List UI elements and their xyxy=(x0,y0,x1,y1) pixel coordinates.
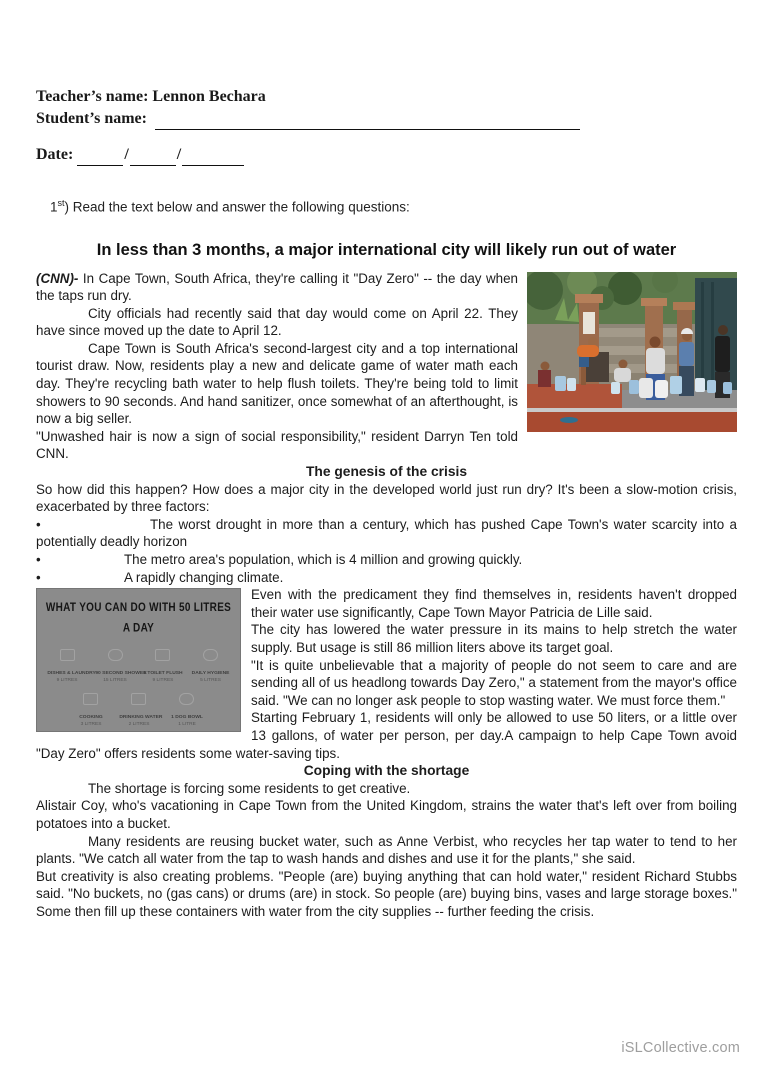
drinking-water-icon xyxy=(131,693,146,705)
infographic-item-label: DISHES & LAUNDRY xyxy=(47,670,96,676)
infographic-item-amount: 5 LITRES xyxy=(200,677,221,683)
toilet-flush-icon xyxy=(155,649,170,661)
date-year-blank xyxy=(182,148,244,166)
date-label: Date: xyxy=(36,146,74,163)
exercise-ordinal: st xyxy=(57,198,65,208)
paragraph-alistair: Alistair Coy, who's vacationing in Cape Town from the United Kingdom, strains the water that's left over from boiling potatoes into a bucket. xyxy=(36,798,737,831)
infographic-row-2 xyxy=(43,692,234,728)
bullet-dot: • xyxy=(36,569,41,585)
bullet-drought-text: The worst drought in more than a century, which has pushed Cape Town's water scarcity into a potentially deadly horizon xyxy=(36,516,737,550)
infographic-item-amount: 1 LITRE xyxy=(177,721,196,727)
article-title: In less than 3 months, a major international city will likely run out of water xyxy=(96,240,677,259)
infographic-item-label: DRINKING WATER xyxy=(118,714,162,720)
paragraph-officials: City officials had recently said that day would come on April 22. They have since moved up the date to April 12. xyxy=(36,305,518,339)
bullet-population xyxy=(36,551,737,569)
bullet-drought xyxy=(36,516,737,551)
worksheet-header xyxy=(36,0,737,166)
teacher-name-label: Teacher’s name: xyxy=(36,88,149,105)
paragraph-bucket: Many residents are reusing bucket water, such as Anne Verbist, who recycles her tap water to tend to her plants. "We catch all water from the tap to wash hands and dishes and use it for the plants," she said. xyxy=(36,833,737,867)
date-line xyxy=(36,144,737,166)
teacher-name-line xyxy=(36,86,737,108)
paragraph-predicament: Even with the predicament they find themselves in, residents haven't dropped their water use significantly, Cape Town Mayor Patricia de Lille said. xyxy=(251,587,737,620)
shower-icon xyxy=(108,649,123,661)
date-separator: / xyxy=(124,146,129,163)
date-separator: / xyxy=(176,146,182,163)
date-day-blank xyxy=(77,148,123,166)
exercise-instruction-text: ) Read the text below and answer the following questions: xyxy=(64,199,410,215)
article-body xyxy=(36,270,737,921)
infographic-item xyxy=(187,648,234,684)
dog-bowl-icon xyxy=(179,693,194,705)
date-month-blank xyxy=(130,148,176,166)
infographic-row-1 xyxy=(43,648,234,684)
infographic-item-amount: 3 LITRES xyxy=(80,721,101,727)
bullet-climate-text: A rapidly changing climate. xyxy=(124,569,284,585)
bullet-dot: • xyxy=(36,552,41,567)
teacher-name-value: Lennon Bechara xyxy=(152,88,266,105)
bullet-dot: • xyxy=(36,516,41,532)
infographic-item-amount: 9 LITRES xyxy=(152,677,174,683)
infographic-item-label: 1 DOG BOWL xyxy=(170,714,203,720)
infographic-item-label: 90 SECOND SHOWER xyxy=(95,670,147,676)
infographic-item-amount: 9 LITRES xyxy=(56,677,78,683)
paragraph-problems: But creativity is also creating problems. "People (are) buying anything that can hold water," resident Richard Stubbs said. "No buckets, no (gas cans) or drums (are) in stock. So people (are) buying bins, vases and large storage boxes." Some then fill up these containers with water from the city supplies -- further feeding the crisis. xyxy=(36,868,737,919)
water-collection-photo-illustration xyxy=(527,272,737,432)
bullet-population-text: The metro area's population, which is 4 million and growing quickly. xyxy=(124,552,523,567)
paragraph-unwashed: "Unwashed hair is now a sign of social responsibility," resident Darryn Ten told CNN. xyxy=(36,428,518,462)
article-photo xyxy=(527,272,737,432)
infographic-item-label: COOKING xyxy=(78,714,103,720)
infographic-50-litres xyxy=(36,588,241,732)
infographic-item xyxy=(139,648,187,684)
infographic-item-label: DAILY HYGIENE xyxy=(191,670,230,676)
section-heading-genesis: The genesis of the crisis xyxy=(305,464,467,480)
paragraph-capetown: Cape Town is South Africa's second-largest city and a top international tourist draw. Now, residents play a new and delicate game of water math each day. They're recycling bath water to help flush toilets. They're being told to limit showers to 90 seconds. And hand sanitizer, once somewhat of an afterthought, is now a big seller. xyxy=(36,340,518,427)
infographic-title: WHAT YOU CAN DO WITH 50 LITRES A DAY xyxy=(45,601,232,635)
exercise-number: 1 xyxy=(50,199,58,215)
paragraph-how: So how did this happen? How does a major city in the developed world just run dry? It's been a slow-motion crisis, exacerbated by three factors: xyxy=(36,481,737,515)
hand-hygiene-icon xyxy=(203,649,218,661)
paragraph-pressure: The city has lowered the water pressure in its mains to help stretch the water supply. But usage is still 86 million liters above its target goal. xyxy=(251,622,737,655)
infographic-item xyxy=(115,692,163,728)
paragraph-lead-text: In Cape Town, South Africa, they're calling it "Day Zero" -- the day when the taps run dry. xyxy=(36,270,518,304)
section-heading-coping: Coping with the shortage xyxy=(303,763,470,779)
infographic-item xyxy=(163,692,211,728)
infographic-item xyxy=(67,692,115,728)
student-name-blank xyxy=(155,112,580,130)
paragraph-starting: Starting February 1, residents will only be allowed to use 50 liters, or a little over 13 gallons, of water per person, per day.A campaign to help Cape Town avoid "Day Zero" offers residents some water-saving tips. xyxy=(36,710,737,761)
infographic-item-amount: 2 LITRES xyxy=(128,721,149,727)
infographic-item-amount: 15 LITRES xyxy=(103,677,127,683)
islcollective-watermark: iSLCollective.com xyxy=(621,1040,740,1056)
student-name-label: Student’s name: xyxy=(36,110,147,127)
cooking-pot-icon xyxy=(83,693,98,705)
paragraph-creative: The shortage is forcing some residents to get creative. xyxy=(88,780,411,796)
student-name-line xyxy=(36,108,737,130)
dishes-laundry-icon xyxy=(60,649,75,661)
infographic-item xyxy=(91,648,147,684)
cnn-source-tag: (CNN)- xyxy=(36,270,79,286)
infographic-item-label: 1 TOILET FLUSH xyxy=(143,670,183,676)
bullet-climate xyxy=(36,569,737,587)
paragraph-unbelievable: "It is quite unbelievable that a majority of people do not seem to care and are sending all of us headlong towards Day Zero," a statement from the mayor's office said. "We can no longer ask people to stop wasting water. We must force them." xyxy=(251,657,737,708)
infographic-item xyxy=(43,648,96,684)
exercise-instruction xyxy=(50,198,737,215)
